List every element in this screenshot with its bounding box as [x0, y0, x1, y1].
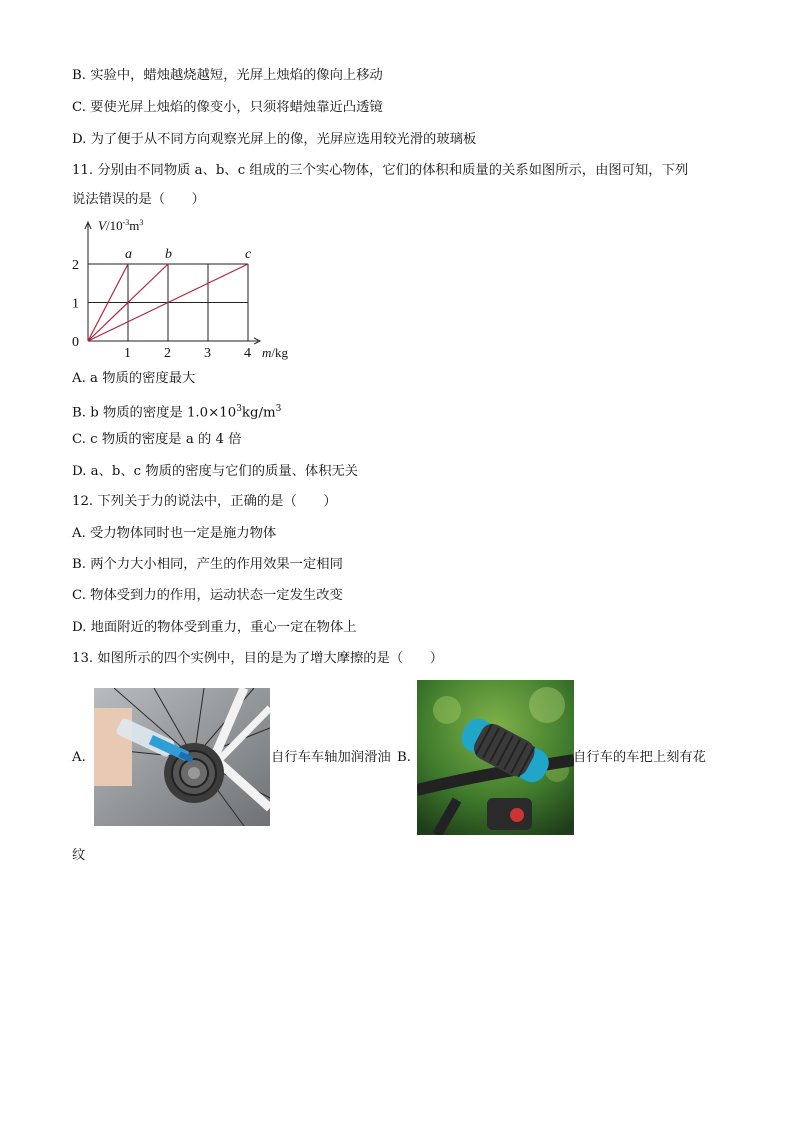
x-tick-label-4: 4: [244, 346, 251, 361]
q13-option-b-label: B.: [397, 750, 411, 765]
q11b-unit-exponent: 3: [275, 404, 282, 414]
q11-option-d: D. a、b、c 物质的密度与它们的质量、体积无关: [72, 464, 359, 479]
series-label-c: c: [245, 247, 252, 262]
series-label-b: b: [165, 247, 172, 262]
photo-bike-grip-pattern-drawing: [417, 680, 574, 835]
photo-bike-axle-oil-drawing: [94, 688, 270, 826]
q11-option-b: [72, 399, 281, 423]
photo-bike-grip-pattern: [417, 680, 574, 835]
q10-option-b: B. 实验中，蜡烛越烧越短，光屏上烛焰的像向上移动: [72, 68, 383, 83]
y-tick-label-2: 2: [72, 258, 79, 273]
q11b-exponent: 3: [236, 404, 242, 414]
photo-bike-axle-oil: [94, 688, 270, 826]
q11b-unit: kg/m: [241, 405, 276, 421]
y-axis-title: $V/10^{-3}m^3$: [98, 218, 144, 233]
x-tick-label-3: 3: [204, 346, 211, 361]
q11-stem-line1: 11. 分别由不同物质 a、b、c 组成的三个实心物体，它们的体积和质量的关系如图所示，由图可知，下列: [72, 163, 689, 178]
q11b-text: B. b 物质的密度是 1.0×10: [72, 405, 237, 421]
q10-option-c: C. 要使光屏上烛焰的像变小，只须将蜡烛靠近凸透镜: [72, 100, 383, 115]
q12-option-a: A. 受力物体同时也一定是施力物体: [72, 526, 277, 541]
q13-option-b-caption: 自行车的车把上刻有花: [573, 750, 706, 765]
chart-svg: [70, 216, 310, 364]
q13-stem: 13. 如图所示的四个实例中，目的是为了增大摩擦的是（ ）: [72, 651, 444, 666]
q12-stem: 12. 下列关于力的说法中，正确的是（ ）: [72, 494, 337, 509]
q13-option-a-caption: 自行车车轴加润滑油: [271, 750, 391, 765]
q12-option-b: B. 两个力大小相同，产生的作用效果一定相同: [72, 557, 343, 572]
x-tick-label-2: 2: [164, 346, 171, 361]
x-axis-title: m/kg: [262, 345, 289, 360]
volume-mass-chart: [70, 216, 310, 368]
x-tick-label-1: 1: [124, 346, 131, 361]
q11-option-c: C. c 物质的密度是 a 的 4 倍: [72, 432, 242, 447]
q11-option-a: A. a 物质的密度最大: [72, 371, 196, 386]
q11-stem-line2: 说法错误的是（ ）: [72, 192, 205, 207]
series-label-a: a: [125, 247, 132, 262]
q13-option-b-caption-wrap: 纹: [72, 848, 86, 863]
q13-option-a-label: A.: [72, 750, 86, 765]
q12-option-d: D. 地面附近的物体受到重力，重心一定在物体上: [72, 620, 357, 635]
q10-option-d: D. 为了便于从不同方向观察光屏上的像，光屏应选用较光滑的玻璃板: [72, 132, 477, 147]
origin-label: 0: [72, 335, 79, 350]
y-tick-label-1: 1: [72, 296, 79, 312]
q12-option-c: C. 物体受到力的作用，运动状态一定发生改变: [72, 588, 343, 603]
